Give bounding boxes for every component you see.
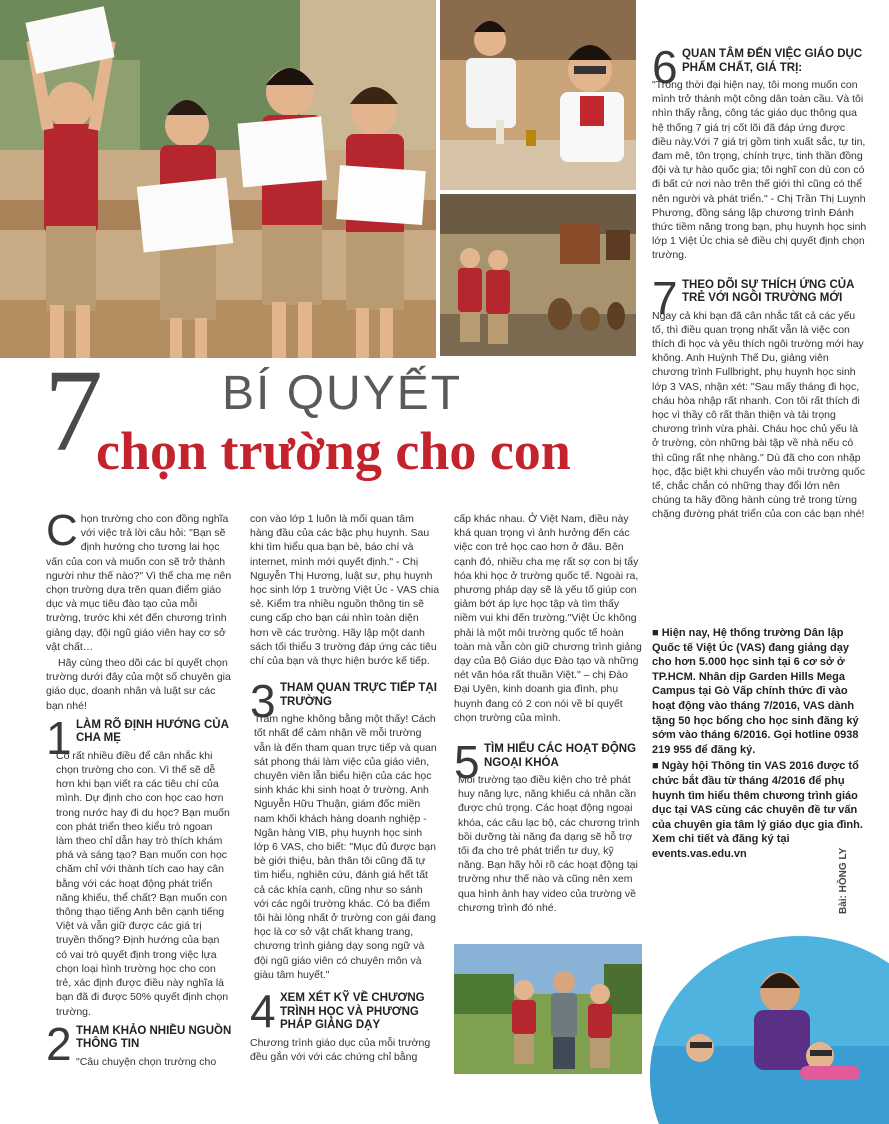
- section-number: 4: [250, 985, 276, 1038]
- section-text: "Trong thời đại hiện nay, tôi mong muốn con mình trở thành một công dân toàn cầu. Và tôi nhìn thấy rằng, công tác giáo dục thông qua hệ thống 7 giá trị cốt lõi đã đáp ứng được điều này.Với 7 giá trị gồm tinh xuất sắc, tự tin, đam mê, tôn trọng, chính trực, tinh thần đồng đội và tự hào quốc gia; tôi nghĩ con dù con có đi bất cứ nơi nào trên thế giới thì cũng có thể nên người và phát triển." - Chị Trần Thị Luỵnh Phương, đồng sáng lập chương trình Đánh thức tiềm năng trong bạn, phụ huynh học sinh lớp 1 Việt Úc chia sẻ điều chị quyết định chọn trường.: [652, 79, 867, 262]
- headline-number: 7: [44, 345, 103, 476]
- section-4: [250, 985, 440, 1038]
- section-number: 3: [250, 675, 276, 728]
- headline-title-line1: BÍ QUYẾT: [222, 367, 463, 420]
- section-2-text: con vào lớp 1 luôn là mối quan tâm hàng đầu của các bậc phụ huynh. Sau khi tìm hiểu qua bạn bè, báo chí và internet, mình mới quyết định." - Chị Nguyễn Thị Hương, luật sư, phụ huynh học sinh lớp 1 trường Việt Úc - VAS chia sẻ. Kiểm tra nhiều nguồn thông tin sẽ cung cấp cho bạn cái nhìn toàn diện hơn về các trường. Hãy lập một danh sách tối thiểu 3 trường đáp ứng các tiêu chí của bạn và thực hiện bước kế tiếp.: [250, 513, 440, 668]
- vas-info-box: [652, 626, 867, 864]
- intro-paragraph-2: Hãy cùng theo dõi các bí quyết chọn trường dưới đây của một số chuyên gia giáo dục, doanh nhân và luật sư các bạn nhé!: [46, 657, 231, 712]
- intro-dropcap: C: [46, 506, 78, 555]
- section-5: [454, 736, 642, 915]
- section-number: 7: [652, 271, 678, 324]
- section-title: LÀM RÕ ĐỊNH HƯỚNG CỦA CHA MẸ: [76, 718, 229, 745]
- section-number: 2: [46, 1017, 72, 1070]
- article-column-3: [454, 512, 642, 917]
- section-title: QUAN TÂM ĐẾN VIỆC GIÁO DỤC PHẨM CHẤT, GIÁ TRỊ:: [682, 48, 863, 74]
- article-column-2: [250, 512, 440, 1066]
- section-title: THAM QUAN TRỰC TIẾP TẠI TRƯỜNG: [280, 682, 437, 708]
- section-title: XEM XÉT KỸ VỀ CHƯƠNG TRÌNH HỌC VÀ PHƯƠNG PHÁP GIẢNG DẠY: [280, 992, 425, 1032]
- section-3: [250, 675, 440, 982]
- info-bullet-1: ■ Hiện nay, Hệ thống trường Dân lập Quốc tế Việt Úc (VAS) đang giảng dạy cho hơn 5.000 học sinh tại 6 cơ sở ở TP.HCM. Nhân dịp Garden Hills Mega Campus tại Gò Vấp chính thức đi vào hoạt động vào tháng 7/2016, VAS dành tặng 50 học bổng cho học sinh đăng ký sớm vào tháng 6/2016. Gọi hotline 0938 219 955 để đăng ký.: [652, 627, 859, 756]
- section-number: 5: [454, 736, 480, 789]
- section-1: [46, 711, 232, 1019]
- author-byline: Bài: HỒNG LY: [838, 847, 849, 914]
- section-title: THAM KHẢO NHIỀU NGUỒN THÔNG TIN: [76, 1024, 232, 1051]
- section-7: [652, 271, 867, 522]
- section-6: [652, 41, 867, 263]
- info-bullet-2: ■ Ngày hội Thông tin VAS 2016 được tổ chức bắt đầu từ tháng 4/2016 để phụ huynh tìm hiểu thêm chương trình giáo dục tại VAS cùng các chuyên đề tư vấn của chuyên gia tâm lý giáo dục gia đình. Xem chi tiết và đăng ký tại events.vas.edu.vn: [652, 760, 863, 860]
- photo-swimming-lesson: [650, 936, 889, 1124]
- photo-kids-holding-drawings: [0, 0, 436, 358]
- section-text: Môi trường tạo điều kiện cho trẻ phát huy năng lực, năng khiếu cá nhân cần được chú trọng. Các hoạt động ngoại khóa, các câu lạc bộ, các chương trình bồi dưỡng tài năng đa dạng sẽ hỗ trợ tối đa cho trẻ phát triển tư duy, kỹ năng. Bạn hãy hỏi rõ các hoạt động tại trường như thế nào và cũng nên xem qua hình ảnh hay video của trường về chương trình đó nhé.: [458, 774, 640, 914]
- article-column-1: [46, 506, 232, 1071]
- section-number: 6: [652, 41, 678, 93]
- headline-title-line2: chọn trường cho con: [96, 421, 571, 481]
- section-text: Ngay cả khi bạn đã cân nhắc tất cả các yếu tố, thì điều quan trọng nhất vẫn là việc con thích đi học và yêu thích ngôi trường mới hay không. Anh Huỳnh Thế Du, giảng viên chương trình Fullbright, phụ huynh học sinh lớp 3 VAS, nhận xét: "Sau mấy tháng đi học, cháu hòa nhập rất nhanh. Con tôi rất thích đi học vì thầy cô rất thân thiện và tải trọng chương trình vừa phải. Cháu học chủ yếu là ở trường, còn những bài tập về nhà nếu có thì cũng rất nhẹ nhàng." Dù đã cho con nhập học, đặc biệt khi chuyển vào môi trường quốc tế, chắc chắn có những thay đổi lớn nên chúng ta hãy đồng hành cùng trẻ trong từng chặng đường phát triển của con các bạn nhé!: [652, 309, 865, 521]
- section-4-text: cấp khác nhau. Ở Việt Nam, điều này khá quan trọng vì ảnh hưởng đến các việc con trẻ học cao hơn ở đâu. Bên cạnh đó, nhiều cha mẹ rất sợ con bị tẩy hóa khi học ở trường quốc tế. Ngoài ra, phương pháp dạy sẽ là yếu tố giúp con giảm bớt áp lực học tập và tìm thấy niềm vui khi đến trường."Việt Úc không phải là một môi trường quốc tế hoàn toàn mà vẫn còn giữ chương trình giảng dạy của Bộ Giáo dục Đào tạo và những nét văn hóa rất thuần Việt." – chị Đào Đại Uyên, kinh doanh gia đình, phụ huynh đang có 2 con nói về bí quyết chọn trường của mình.: [454, 513, 642, 724]
- section-text: Trăm nghe không bằng một thấy! Cách tốt nhất để cảm nhận về mỗi trường vẫn là đến tham quan trực tiếp và quan sát phong thái làm việc của giáo viên, chuyên viên lẫn biểu hiện của các học sinh khác khi sinh hoạt ở trường. Anh Nguyễn Hữu Thuận, giám đốc miền nam khối khách hàng doanh nghiệp - Ngân hàng VIB, phụ huynh học sinh lớp 6 VAS, cho biết: "Mục đủ được bạn bè giới thiệu, bản thân tôi cũng đã tự tìm hiểu, nghiên cứu, đánh giá hết tất cả các khía cạnh, cũng như so sánh với các ngôi trường khác. Có ba điểm tôi hài lòng nhất ở trường con gái đang học là cơ sở vật chất khang trang, chương trình giảng dạy song ngữ và đội ngũ giáo viên có chuyên môn và giàu tâm huyết.": [254, 713, 437, 981]
- section-2-quote-start: "Câu chuyện chọn trường cho: [76, 1055, 217, 1068]
- section-number: 1: [46, 711, 72, 764]
- photo-museum-visit: [440, 194, 636, 356]
- section-4-text-start: Chương trình giáo dục của mỗi trường đều gắn với với các chứng chỉ bằng: [250, 1036, 431, 1063]
- intro-paragraph: Chọn trường cho con đồng nghĩa với việc trả lời câu hỏi: "Bạn sẽ định hướng cho tương lai học vấn của con và muốn con sẽ trở thành người như thế nào?" Vì thế cha mẹ nên chọn trường dựa trên quan điểm giáo dục và mục tiêu đào tạo của mỗi trường, trước khi xét đến chương trình giảng dạy, đội ngũ giáo viên hay cơ sở vật chất…: [46, 506, 232, 653]
- section-title: TÌM HIỂU CÁC HOẠT ĐỘNG NGOẠI KHÓA: [484, 743, 637, 769]
- section-text: Có rất nhiều điều để cân nhắc khi chọn trường cho con. Vì thế sẽ dễ hơn khi bạn viết ra các tiêu chí của mình. Dự định cho con học cao hơn trong nước hay đi du học? Bạn muốn con phát triển theo kiểu trò ngoan làm theo chỉ dẫn hay trò thích khám phá và sáng tạo? Bạn muốn con học chăm chỉ với thành tích cao hay cân bằng với các hoạt động phát triển năng khiếu, thể chất? Bạn muốn con thông thạo tiếng Anh bên cạnh tiếng Việt và vẫn giữ được các giá trị truyền thống? Định hướng của bạn có vai trò quyết định trong việc lựa chọn loại hình trường học cho con trẻ, xác định được điều này nghĩa là bạn đã đi được 50% quyết định chọn trường.: [56, 749, 230, 1018]
- section-title: THEO DÕI SỰ THÍCH ỨNG CỦA TRẺ VỚI NGÔI TRƯỜNG MỚI: [682, 278, 854, 305]
- photo-science-lab: [440, 0, 636, 190]
- photo-outdoor-activity: [454, 944, 642, 1074]
- article-column-4: [652, 41, 867, 524]
